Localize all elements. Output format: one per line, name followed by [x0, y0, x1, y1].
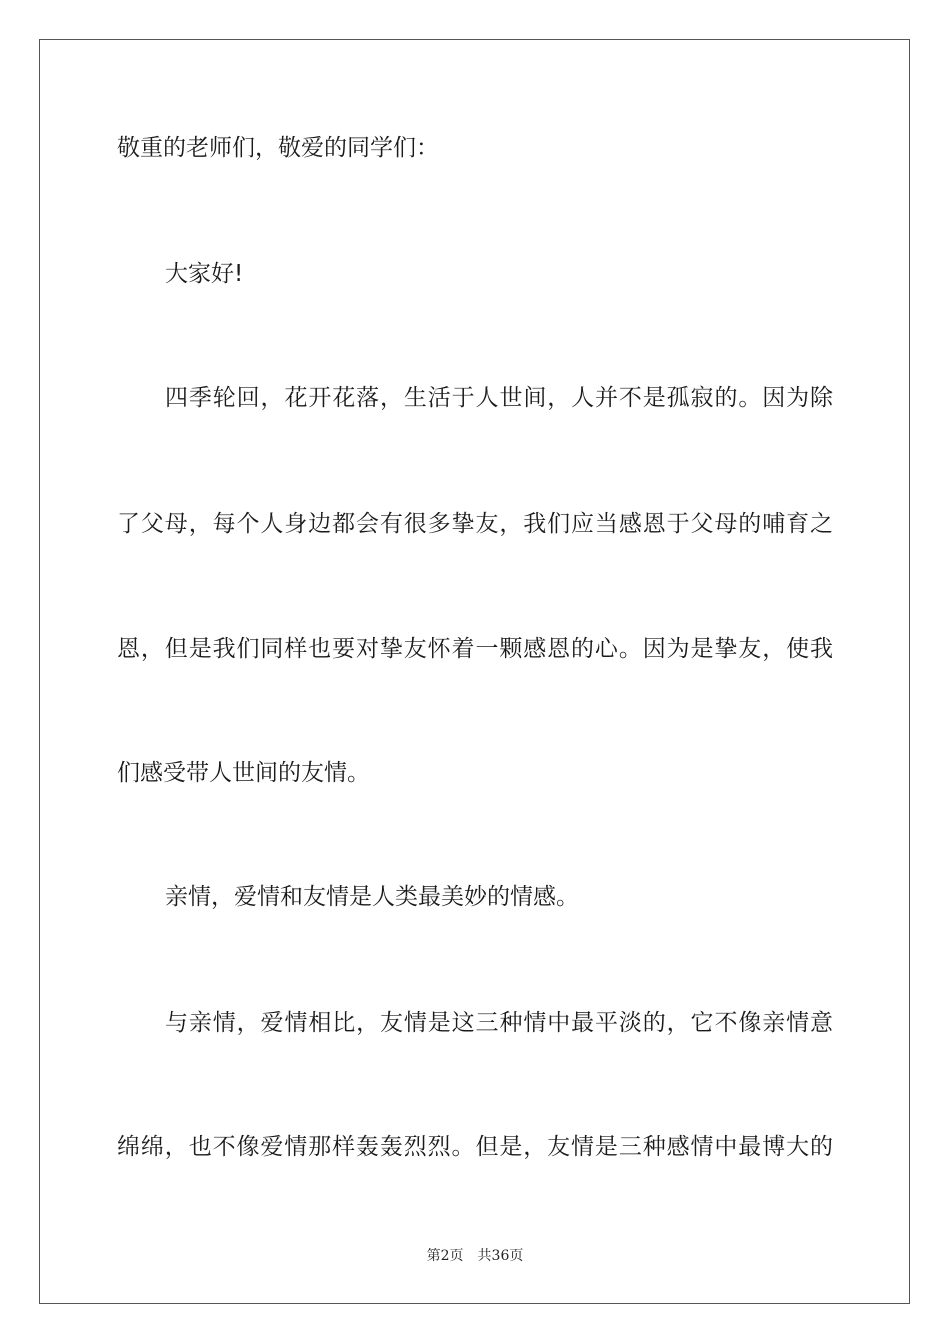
- paragraph-1-line-1: 四季轮回，花开花落，生活于人世间，人并不是孤寂的。因为除: [165, 385, 833, 411]
- page-footer: [0, 1246, 950, 1266]
- paragraph-2-line-1: 亲情，爱情和友情是人类最美妙的情感。: [165, 884, 579, 910]
- paragraph-3-line-1: 与亲情，爱情相比，友情是这三种情中最平淡的，它不像亲情意: [165, 1010, 833, 1036]
- salutation-line: 敬重的老师们，敬爱的同学们：: [117, 135, 439, 161]
- page-total: 共36页: [477, 1248, 524, 1264]
- paragraph-1-line-4: 们感受带人世间的友情。: [117, 760, 370, 786]
- page-border: [39, 39, 910, 1304]
- paragraph-1-line-3: 恩，但是我们同样也要对挚友怀着一颗感恩的心。因为是挚友，使我: [117, 636, 833, 662]
- paragraph-1-line-2: 了父母，每个人身边都会有很多挚友，我们应当感恩于父母的哺育之: [117, 511, 833, 537]
- greeting-line: 大家好!: [165, 261, 244, 287]
- paragraph-3-line-2: 绵绵，也不像爱情那样轰轰烈烈。但是，友情是三种感情中最博大的: [117, 1134, 833, 1160]
- page-number: 第2页: [426, 1248, 464, 1264]
